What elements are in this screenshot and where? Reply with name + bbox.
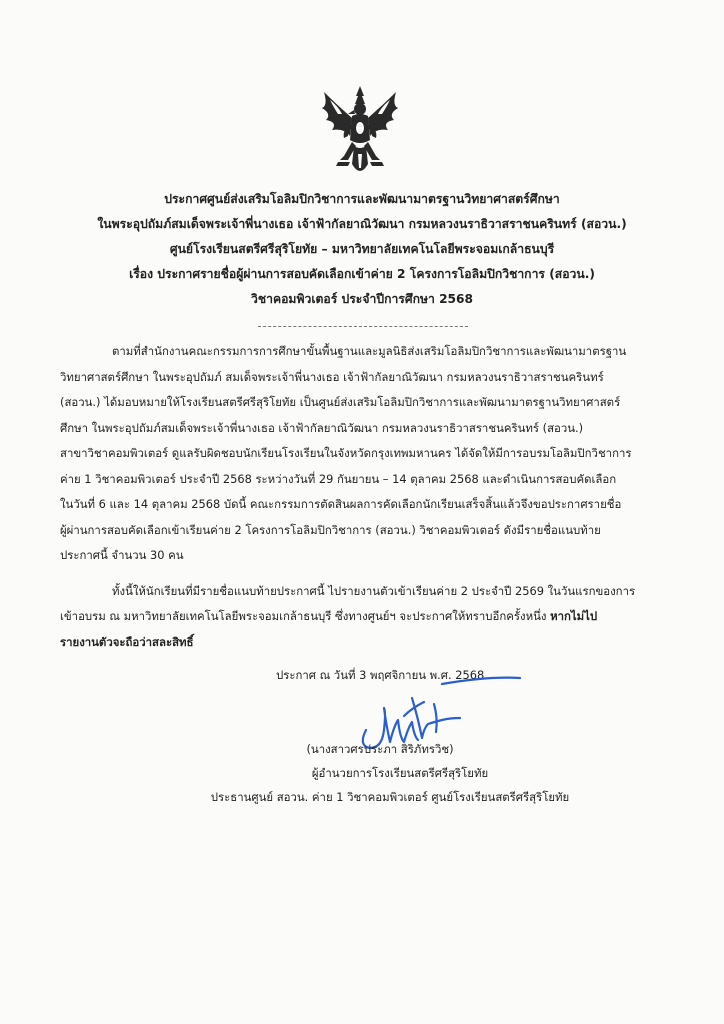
paragraph-1-line: ในวันที่ 6 และ 14 ตุลาคม 2568 บัดนี้ คณะกรรมการตัดสินผลการคัดเลือกนักเรียนเสร็จสิ้นแล้วจึงขอประกาศรายชื่อ	[60, 497, 622, 511]
header-divider	[258, 326, 468, 327]
paragraph-2-line	[60, 604, 670, 630]
paragraph-1-line: (สอวน.) ได้มอบหมายให้โรงเรียนสตรีศรีสุริโยทัย เป็นศูนย์ส่งเสริมโอลิมปิกวิชาการและพัฒนามาตรฐานวิทยาศาสตร์	[60, 395, 621, 409]
paragraph-2-emphasis-line: รายงานตัวจะถือว่าสละสิทธิ์	[60, 634, 194, 649]
paragraph-2-text: เข้าอบรม ณ มหาวิทยาลัยเทคโนโลยีพระจอมเกล้าธนบุรี ซึ่งทางศูนย์ฯ จะประกาศให้ทราบอีกครั้งหนึ่ง	[60, 609, 551, 623]
signatory-name: (นางสาวศรประภา สิริภัทรวิช)	[306, 742, 454, 756]
signatory-block	[200, 737, 600, 809]
paragraph-1-line: ศึกษา ในพระอุปถัมภ์สมเด็จพระเจ้าพี่นางเธอ เจ้าฟ้ากัลยาณิวัฒนา กรมหลวงนราธิวาสราชนครินทร์ (สอวน.)	[60, 420, 584, 435]
paragraph-2-emphasis: หากไม่ไป	[550, 609, 598, 623]
paragraph-1-line: ประกาศนี้ จำนวน 30 คน	[60, 548, 184, 562]
garuda-emblem-icon	[318, 84, 402, 178]
header-line-4: เรื่อง ประกาศรายชื่อผู้ผ่านการสอบคัดเลือกเข้าค่าย 2 โครงการโอลิมปิกวิชาการ (สอวน.)	[129, 267, 595, 281]
paragraph-2-line: ทั้งนี้ให้นักเรียนที่มีรายชื่อแนบท้ายประกาศนี้ ไปรายงานตัวเข้าเรียนค่าย 2 ประจำปี 2569 ในวันแรกของการ	[112, 583, 636, 598]
header-line-2: ในพระอุปถัมภ์สมเด็จพระเจ้าพี่นางเธอ เจ้าฟ้ากัลยาณิวัฒนา กรมหลวงนราธิวาสราชนครินทร์ (สอวน.)	[97, 217, 627, 231]
announcement-body	[60, 339, 670, 655]
header-line-5: วิชาคอมพิวเตอร์ ประจำปีการศึกษา 2568	[250, 292, 473, 306]
announcement-header	[60, 187, 664, 312]
signatory-role: ประธานศูนย์ สอวน. ค่าย 1 วิชาคอมพิวเตอร์ ศูนย์โรงเรียนสตรีศรีสุริโยทัย	[210, 790, 570, 804]
paragraph-1-line: ผู้ผ่านการสอบคัดเลือกเข้าเรียนค่าย 2 โครงการโอลิมปิกวิชาการ (สอวน.) วิชาคอมพิวเตอร์ ดังมีรายชื่อแนบท้าย	[60, 522, 601, 537]
announcement-date: ประกาศ ณ วันที่ 3 พฤศจิกายน พ.ศ. 2568	[276, 668, 485, 682]
paragraph-1-line: ค่าย 1 วิชาคอมพิวเตอร์ ประจำปี 2568 ระหว่างวันที่ 29 กันยายน – 14 ตุลาคม 2568 และดำเนินการสอบคัดเลือก	[60, 471, 617, 486]
paragraph-1-line: สาขาวิชาคอมพิวเตอร์ ดูแลรับผิดชอบนักเรียนโรงเรียนในจังหวัดกรุงเทพมหานคร ได้จัดให้มีการอบรมโอลิมปิกวิชาการ	[60, 446, 632, 460]
paragraph-1	[60, 339, 670, 569]
paragraph-1-line: ตามที่สำนักงานคณะกรรมการการศึกษาขั้นพื้นฐานและมูลนิธิส่งเสริมโอลิมปิกวิชาการและพัฒนามาตรฐาน	[112, 344, 627, 358]
paragraph-2	[60, 579, 670, 656]
header-line-1: ประกาศศูนย์ส่งเสริมโอลิมปิกวิชาการและพัฒนามาตรฐานวิทยาศาสตร์ศึกษา	[164, 192, 560, 206]
signatory-position: ผู้อำนวยการโรงเรียนสตรีศรีสุริโยทัย	[311, 766, 489, 780]
header-line-3: ศูนย์โรงเรียนสตรีศรีสุริโยทัย – มหาวิทยาลัยเทคโนโลยีพระจอมเกล้าธนบุรี	[169, 242, 555, 256]
paragraph-1-line: วิทยาศาสตร์ศึกษา ในพระอุปถัมภ์ สมเด็จพระเจ้าพี่นางเธอ เจ้าฟ้ากัลยาณิวัฒนา กรมหลวงนราธิวาสราชนครินทร์	[60, 369, 604, 384]
